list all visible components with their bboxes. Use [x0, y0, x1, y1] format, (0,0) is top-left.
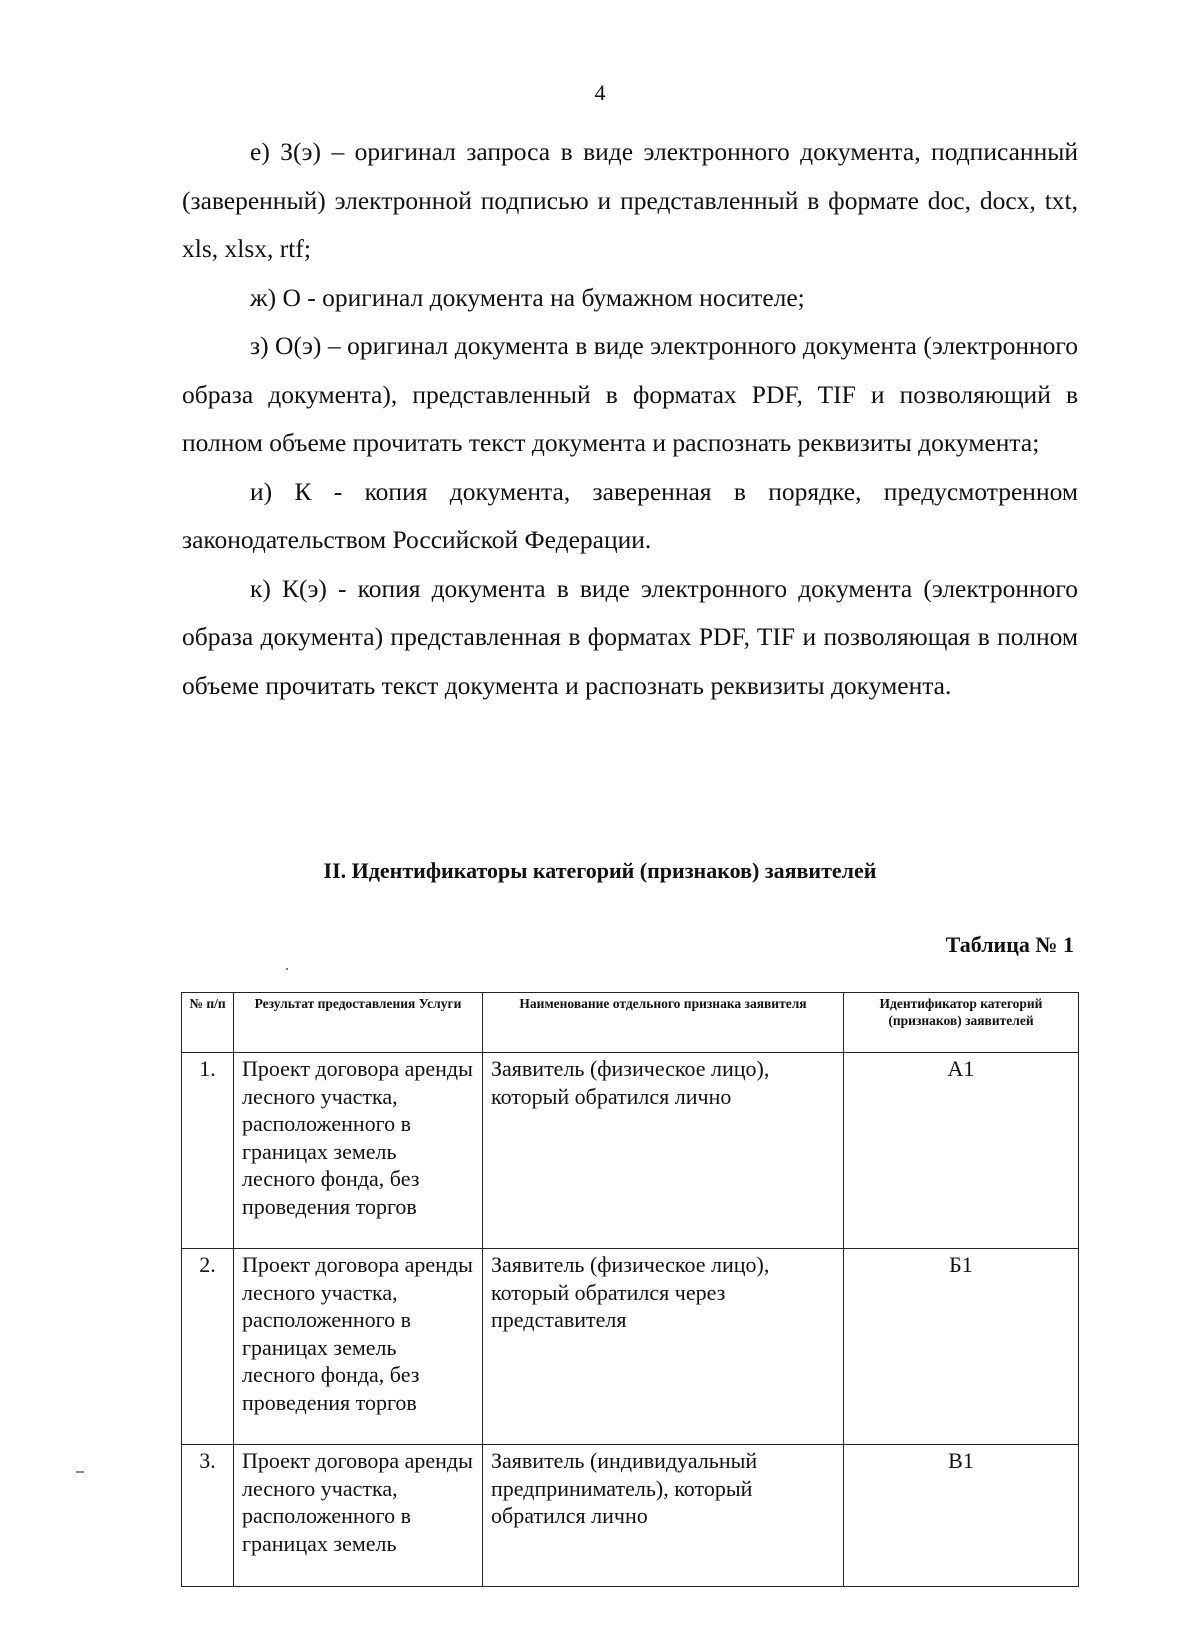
row-number: 1.: [182, 1053, 234, 1249]
row-feature: [483, 1445, 844, 1587]
header-result: Результат предоставления Услуги: [234, 993, 483, 1053]
table-header-row: [182, 993, 1079, 1053]
row-result: [234, 1053, 483, 1249]
scan-mark: [76, 1471, 84, 1473]
row-result: [234, 1249, 483, 1445]
row-feature: [483, 1249, 844, 1445]
row-result-text: Проект договора аренды лесного участка, расположенного в границах земель лесного фонда, без проведения торгов: [242, 1056, 473, 1219]
paragraph-i: и) К - копия документа, заверенная в порядке, предусмотренном законодательством Российской Федерации.: [182, 476, 1078, 554]
row-feature-text: Заявитель (физическое лицо), который обратился лично: [491, 1056, 770, 1109]
row-feature: [483, 1053, 844, 1249]
table-row: [182, 1445, 1079, 1587]
header-feature: Наименование отдельного признака заявителя: [483, 993, 844, 1053]
header-number: № п/п: [182, 993, 234, 1053]
paragraph-zh: ж) О - оригинал документа на бумажном носителе;: [250, 282, 805, 312]
paragraph-e: е) З(э) – оригинал запроса в виде электронного документа, подписанный (заверенный) электронной подписью и представленный в формате doc, docx, txt, xls, xlsx, rtf;: [182, 137, 1078, 263]
body-text: [182, 128, 1078, 710]
row-number: 2.: [182, 1249, 234, 1445]
table-row: [182, 1053, 1079, 1249]
table-row: [182, 1249, 1079, 1445]
row-number: 3.: [182, 1445, 234, 1587]
row-result: [234, 1445, 483, 1587]
table-caption: Таблица № 1: [945, 932, 1074, 957]
section-title: II. Идентификаторы категорий (признаков) заявителей: [323, 858, 877, 883]
row-identifier: А1: [844, 1053, 1079, 1249]
scan-speck: [286, 968, 288, 970]
row-identifier: Б1: [844, 1249, 1079, 1445]
categories-table: [181, 992, 1079, 1587]
header-identifier: Идентификатор категорий (признаков) заявителей: [844, 993, 1079, 1053]
row-result-text: Проект договора аренды лесного участка, расположенного в границах земель лесного фонда, без проведения торгов: [242, 1252, 473, 1415]
paragraph-z: з) О(э) – оригинал документа в виде электронного документа (электронного образа документа), представленный в форматах PDF, TIF и позволяющий в полном объеме прочитать текст документа и распознать реквизиты документа;: [182, 331, 1078, 457]
row-identifier: В1: [844, 1445, 1079, 1587]
row-feature-text: Заявитель (индивидуальный предприниматель), который обратился лично: [491, 1448, 758, 1528]
paragraph-k: к) К(э) - копия документа в виде электронного документа (электронного образа документа) представленная в форматах PDF, TIF и позволяющая в полном объеме прочитать текст документа и распознать реквизиты документа.: [182, 573, 1078, 700]
page-number: 4: [594, 80, 606, 105]
row-feature-text: Заявитель (физическое лицо), который обратился через представителя: [491, 1252, 770, 1332]
row-result-text: Проект договора аренды лесного участка, расположенного в границах земель: [242, 1448, 473, 1556]
